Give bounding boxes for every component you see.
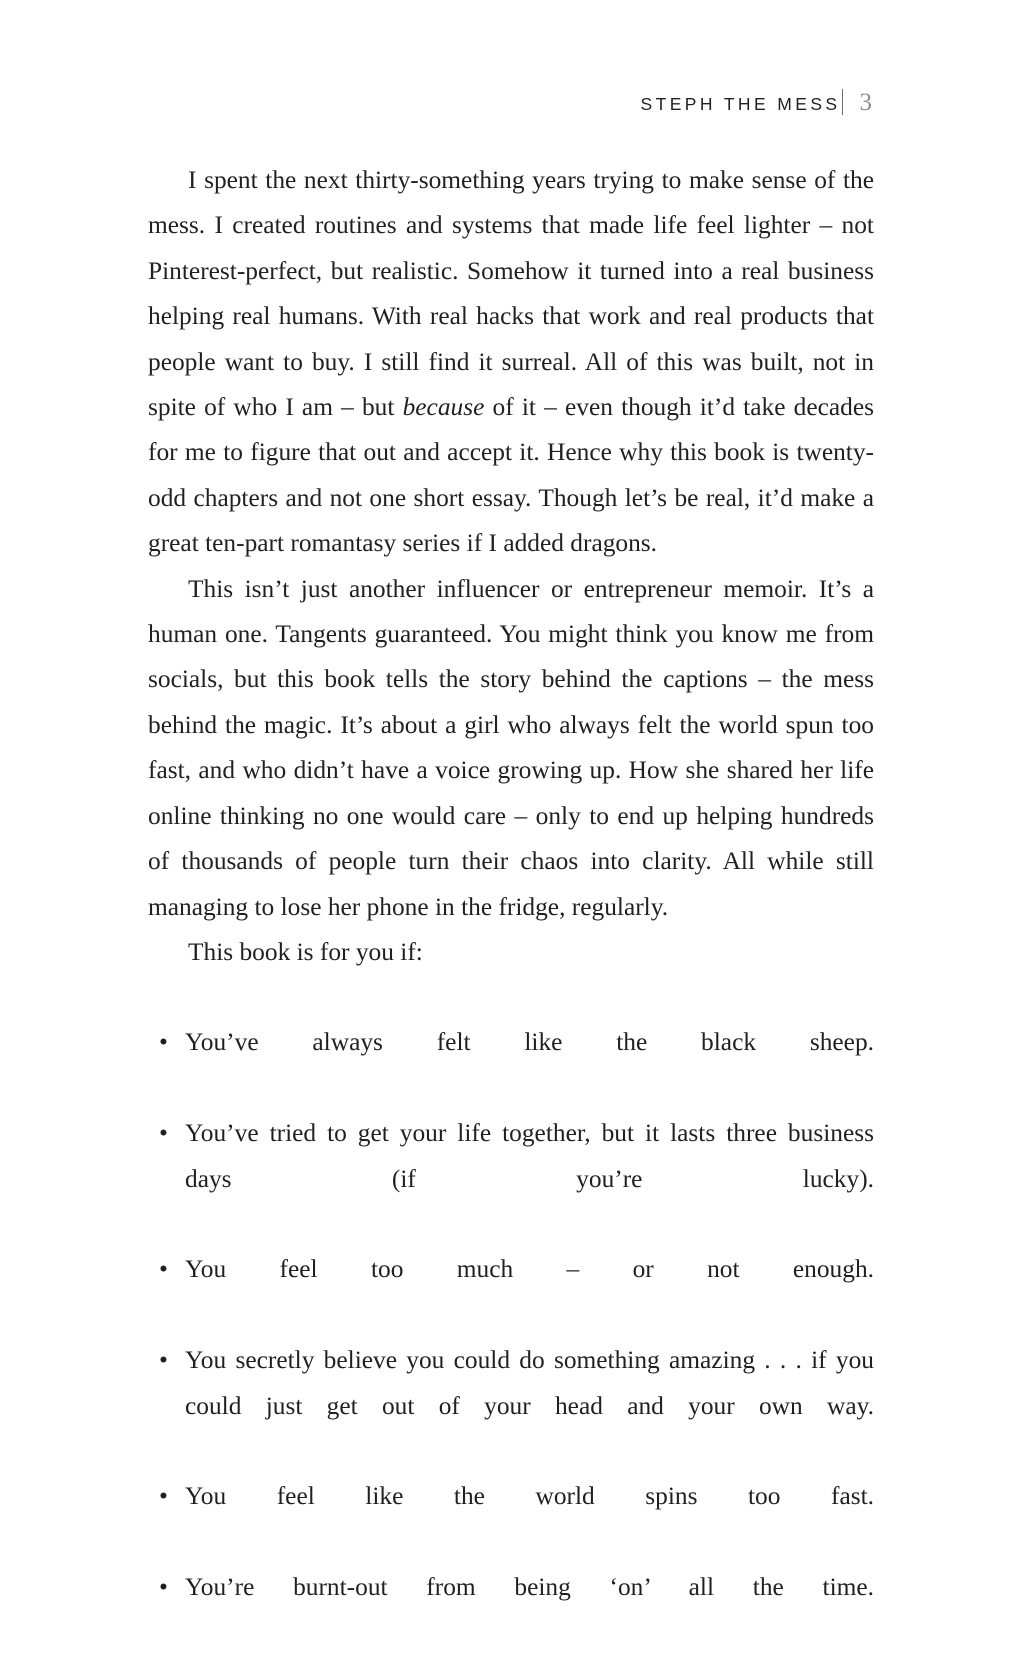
list-item-text: You feel too much – or not enough.: [185, 1255, 874, 1284]
paragraph-1-segment-1: I spent the next thirty-something years trying to make sense of the mess. I created routines and systems that made life feel lighter – not Pinterest-perfect, but realistic. Somehow it turned into a real business helping real humans. With real hacks that work and real products that people want to buy. I still find it surreal. All of this was built, not in spite of who I am – but: [148, 166, 874, 422]
list-item: [148, 1338, 874, 1474]
list-item: [148, 1020, 874, 1111]
bullet-icon: •: [159, 1346, 168, 1375]
list-item: [148, 1247, 874, 1338]
reader-criteria-list: [148, 1020, 874, 1656]
paragraph-3-segment-1: This book is for you if:: [188, 937, 423, 966]
list-item-text: You’re burnt-out from being ‘on’ all the time.: [185, 1573, 874, 1602]
paragraph-3-lead-in: [148, 930, 874, 975]
list-item: [148, 1111, 874, 1247]
running-head-title: STEPH THE MESS: [640, 94, 841, 114]
running-head: [641, 84, 872, 117]
bullet-icon: •: [159, 1573, 168, 1602]
paragraph-2: [148, 567, 874, 930]
list-item: [148, 1474, 874, 1565]
page-number: 3: [859, 89, 872, 116]
paragraph-1-segment-3: of it – even though it’d take decades for me to figure that out and accept it. Hence why this book is twenty-odd chapters and not one short essay. Though let’s be real, it’d make a great ten-part romantasy series if I added dragons.: [148, 393, 874, 558]
bullet-icon: •: [159, 1255, 168, 1284]
list-item: [148, 1565, 874, 1656]
bullet-icon: •: [159, 1119, 168, 1148]
list-item-text: You feel like the world spins too fast.: [185, 1482, 874, 1511]
paragraph-1: [148, 158, 874, 567]
list-item-text: You’ve always felt like the black sheep.: [185, 1028, 874, 1057]
list-item-text: You’ve tried to get your life together, but it lasts three business days (if you’re lucky).: [185, 1119, 874, 1193]
emphasis-because: because: [402, 393, 485, 422]
running-head-separator-rule: [842, 89, 843, 115]
text-block: [148, 158, 874, 1656]
list-item-text: You secretly believe you could do something amazing . . . if you could just get out of your head and your own way.: [185, 1346, 874, 1420]
bullet-icon: •: [159, 1028, 168, 1057]
bullet-icon: •: [159, 1482, 168, 1511]
paragraph-2-segment-1: This isn’t just another influencer or entrepreneur memoir. It’s a human one. Tangents guaranteed. You might think you know me from socials, but this book tells the story behind the captions – the mess behind the magic. It’s about a girl who always felt the world spun too fast, and who didn’t have a voice growing up. How she shared her life online thinking no one would care – only to end up helping hundreds of thousands of people turn their chaos into clarity. All while still managing to lose her phone in the fridge, regularly.: [148, 574, 874, 921]
